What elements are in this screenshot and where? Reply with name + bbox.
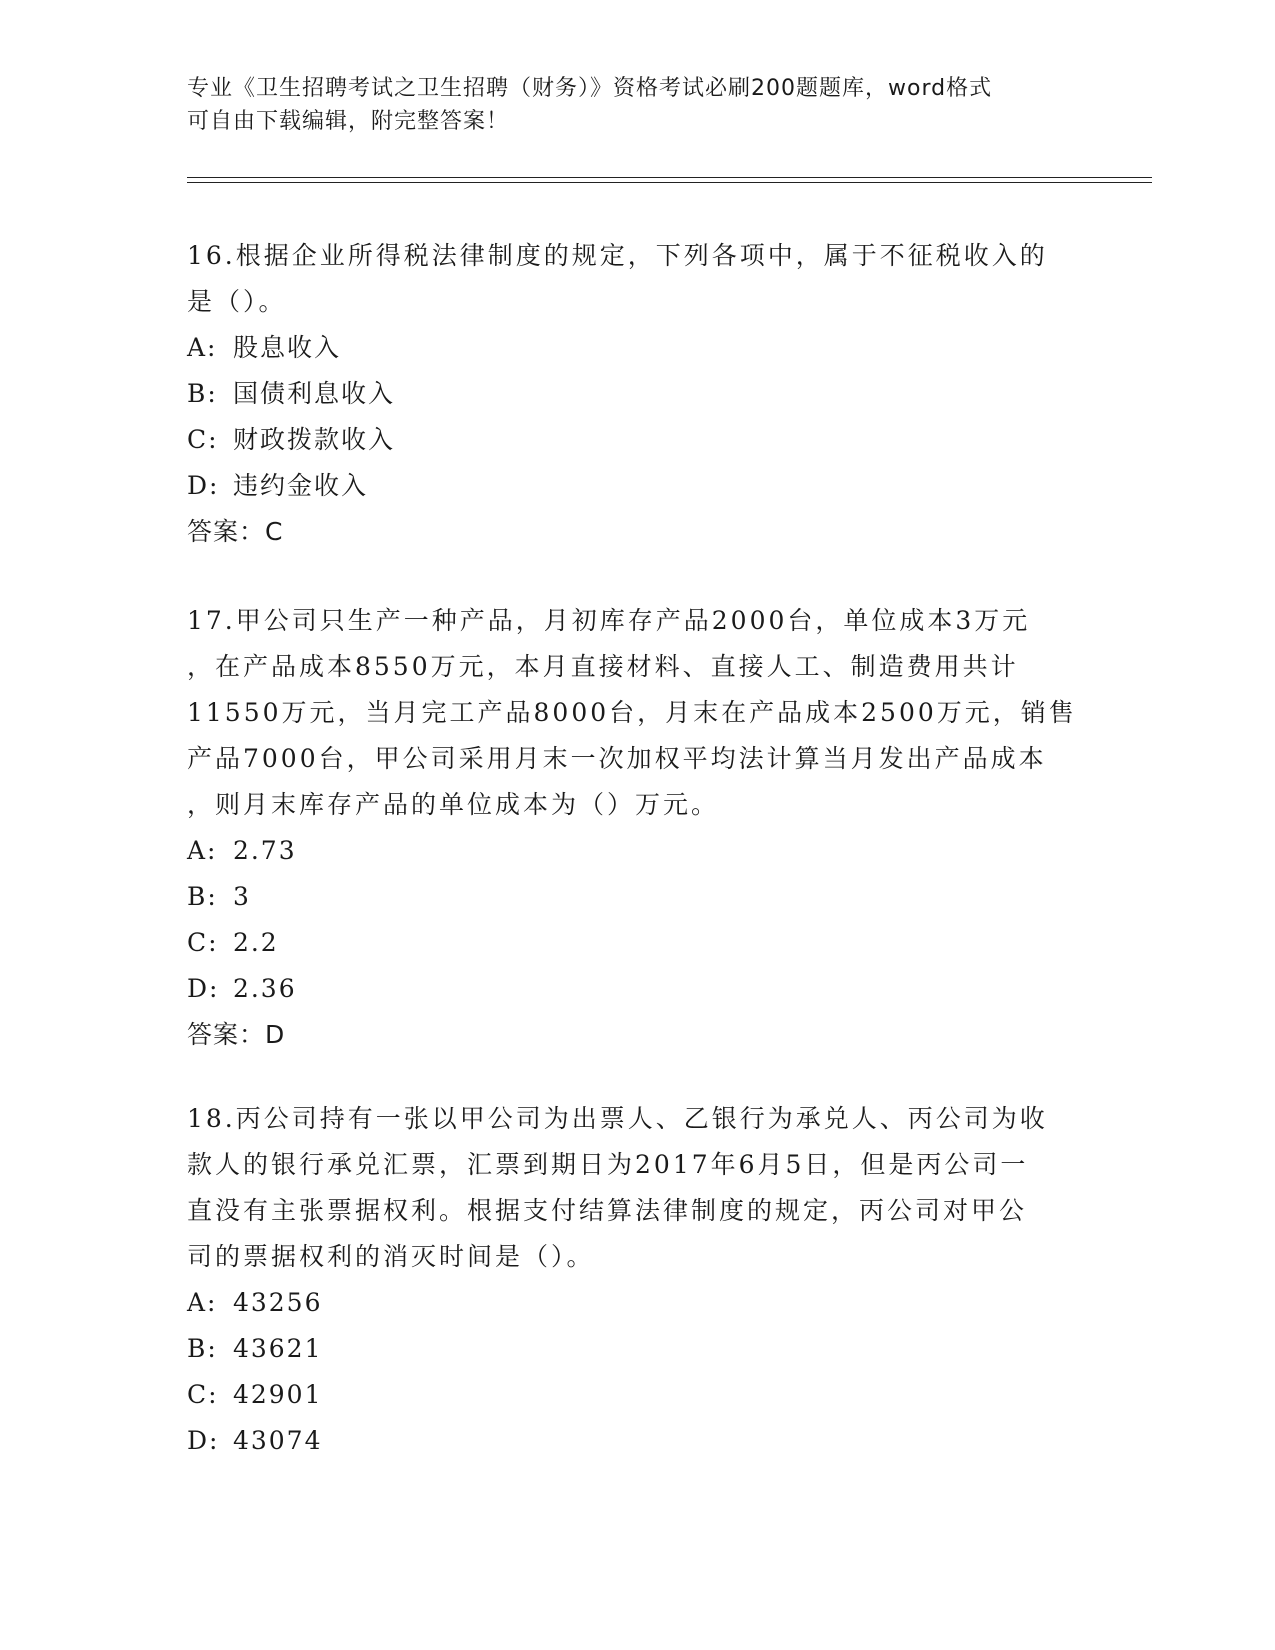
option-key: D: xyxy=(187,1426,220,1455)
option-text: 国债利息收入 xyxy=(232,379,395,408)
option-key: D: xyxy=(187,471,220,500)
stem-line: 18.丙公司持有一张以甲公司为出票人、乙银行为承兑人、丙公司为收 xyxy=(187,1104,1048,1133)
option-key: B: xyxy=(187,882,218,911)
option-c xyxy=(187,1372,1087,1418)
option-d xyxy=(187,966,1087,1012)
option-text: 42901 xyxy=(232,1380,323,1409)
option-d xyxy=(187,1418,1087,1464)
option-key: A: xyxy=(187,836,218,865)
question-17 xyxy=(187,598,1087,1058)
option-key: A: xyxy=(187,1288,218,1317)
stem-line: 11550万元，当月完工产品8000台，月末在产品成本2500万元，销售 xyxy=(187,698,1077,727)
option-text: 2.2 xyxy=(232,928,279,957)
option-key: C: xyxy=(187,425,219,454)
header-divider-top xyxy=(187,177,1152,178)
option-text: 43074 xyxy=(232,1426,323,1455)
question-18 xyxy=(187,1096,1087,1464)
stem-line: 16.根据企业所得税法律制度的规定，下列各项中，属于不征税收入的 xyxy=(187,241,1048,270)
stem-line: 直没有主张票据权利。根据支付结算法律制度的规定，丙公司对甲公 xyxy=(187,1196,1028,1225)
stem-line: 司的票据权利的消灭时间是（）。 xyxy=(187,1242,595,1271)
stem-line: ，在产品成本8550万元，本月直接材料、直接人工、制造费用共计 xyxy=(187,652,1019,681)
stem-line: 款人的银行承兑汇票，汇票到期日为2017年6月5日，但是丙公司一 xyxy=(187,1150,1029,1179)
stem-line: 17.甲公司只生产一种产品，月初库存产品2000台，单位成本3万元 xyxy=(187,606,1031,635)
stem-line: 是（）。 xyxy=(187,287,287,316)
option-c xyxy=(187,920,1087,966)
question-16 xyxy=(187,233,1087,555)
option-a xyxy=(187,325,1087,371)
option-key: C: xyxy=(187,928,219,957)
option-key: D: xyxy=(187,974,220,1003)
answer-label: 答案：D xyxy=(187,1020,286,1049)
stem-line: ，则月末库存产品的单位成本为（）万元。 xyxy=(187,790,720,819)
option-key: B: xyxy=(187,379,218,408)
option-text: 2.73 xyxy=(232,836,297,865)
header-line-2: 可自由下载编辑，附完整答案！ xyxy=(187,109,510,134)
question-stem xyxy=(187,598,1087,828)
option-key: C: xyxy=(187,1380,219,1409)
option-text: 3 xyxy=(232,882,251,911)
option-text: 股息收入 xyxy=(232,333,341,362)
header-divider-bottom xyxy=(187,182,1152,183)
option-d xyxy=(187,463,1087,509)
option-a xyxy=(187,1280,1087,1326)
question-stem xyxy=(187,233,1087,325)
question-stem xyxy=(187,1096,1087,1280)
option-b xyxy=(187,1326,1087,1372)
option-text: 43256 xyxy=(232,1288,323,1317)
option-c xyxy=(187,417,1087,463)
option-text: 2.36 xyxy=(232,974,297,1003)
header-line-1: 专业《卫生招聘考试之卫生招聘（财务）》资格考试必刷200题题库，word格式 xyxy=(187,76,993,101)
stem-line: 产品7000台，甲公司采用月末一次加权平均法计算当月发出产品成本 xyxy=(187,744,1047,773)
option-b xyxy=(187,874,1087,920)
option-key: A: xyxy=(187,333,218,362)
option-a xyxy=(187,828,1087,874)
option-text: 财政拨款收入 xyxy=(232,425,395,454)
option-text: 违约金收入 xyxy=(232,471,368,500)
option-key: B: xyxy=(187,1334,218,1363)
document-header xyxy=(187,72,1087,138)
option-b xyxy=(187,371,1087,417)
answer-label: 答案：C xyxy=(187,517,284,546)
option-text: 43621 xyxy=(232,1334,323,1363)
